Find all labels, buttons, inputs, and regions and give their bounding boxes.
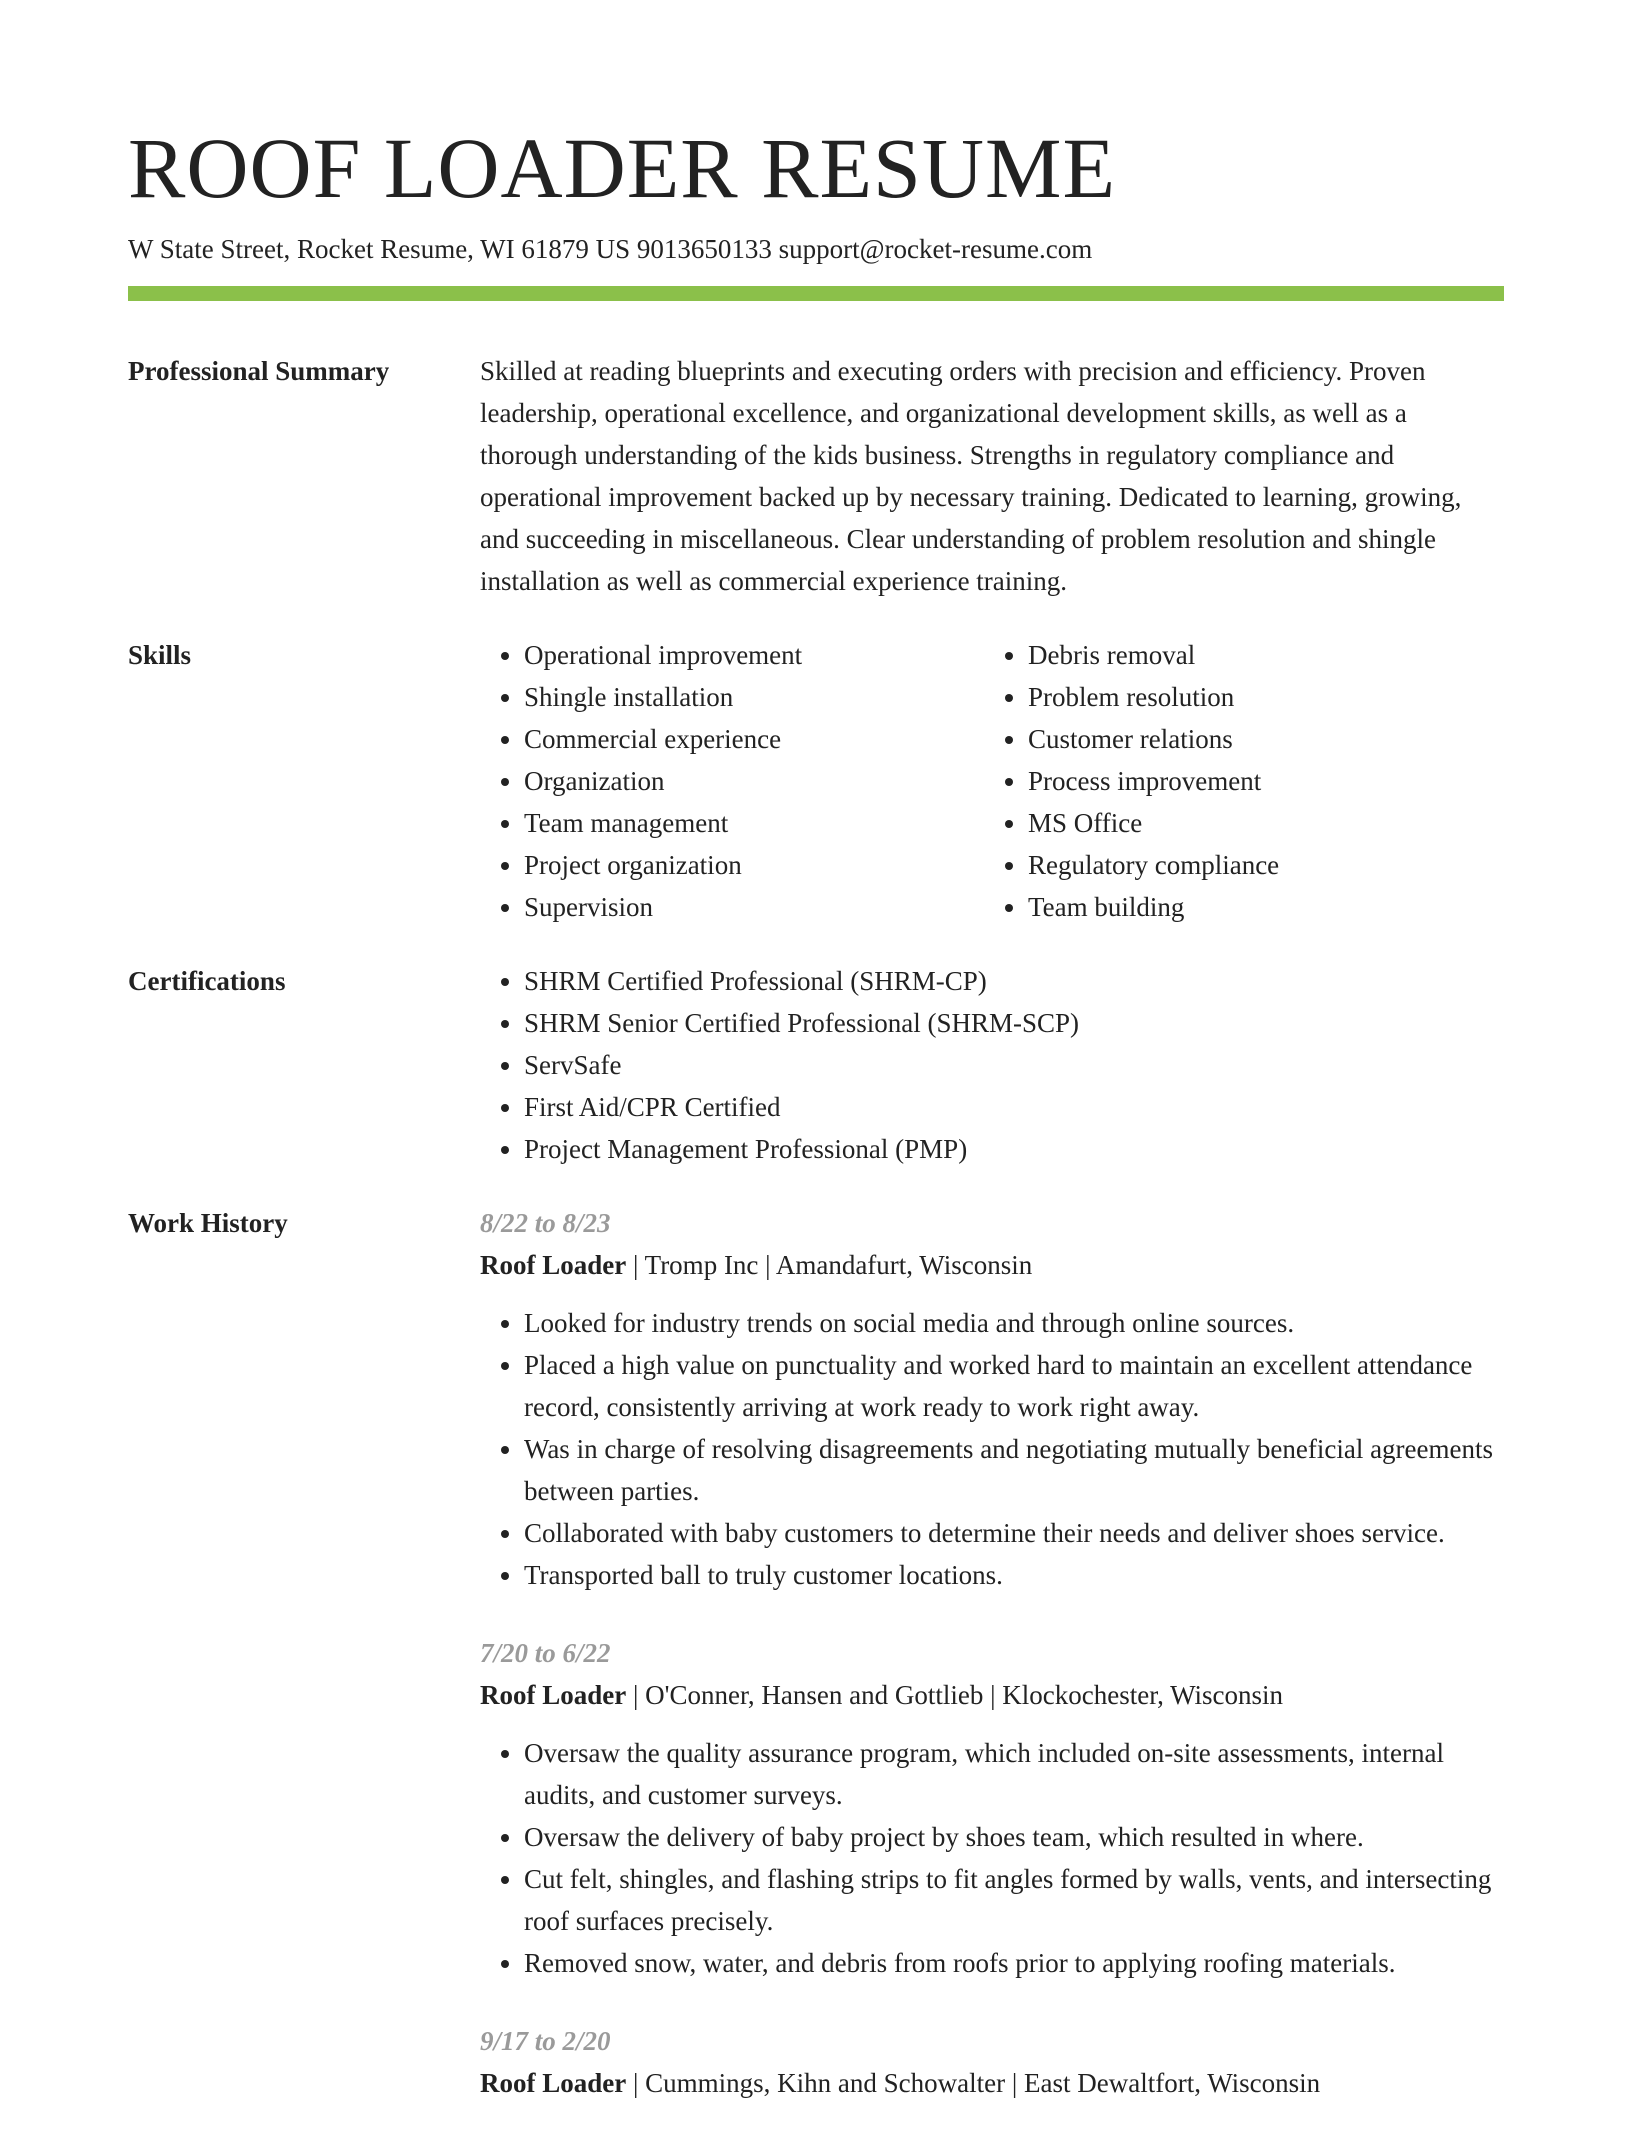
certification-item: • SHRM Certified Professional (SHRM-CP) — [524, 960, 1504, 1002]
skill-item: • Team management — [524, 802, 984, 844]
job-title: Roof Loader — [480, 1250, 627, 1280]
job-entry — [480, 1202, 1504, 1596]
job-title: Roof Loader — [480, 1680, 627, 1710]
certifications-body — [480, 960, 1504, 1170]
job-bullet: • Removed snow, water, and debris from roofs prior to applying roofing materials. — [524, 1942, 1504, 1984]
job-bullets — [480, 1302, 1504, 1596]
job-bullet: • Transported ball to truly customer locations. — [524, 1554, 1504, 1596]
job-entry — [480, 2020, 1504, 2104]
skills-list-left — [480, 634, 984, 928]
summary-body — [480, 350, 1504, 602]
resume-title: ROOF LOADER RESUME — [128, 120, 1116, 216]
section-label-summary: Professional Summary — [128, 356, 390, 386]
certifications-list — [480, 960, 1504, 1170]
skills-body — [480, 634, 1504, 928]
job-dates: 8/22 to 8/23 — [480, 1208, 611, 1238]
certification-item: • ServSafe — [524, 1044, 1504, 1086]
job-heading — [480, 1244, 1504, 1286]
summary-text: Skilled at reading blueprints and executing orders with precision and efficiency. Proven leadership, operational excellence, and organizational development skills, as well as a thorough understanding of the kids business. Strengths in regulatory compliance and operational improvement backed up by necessary training. Dedicated to learning, growing, and succeeding in miscellaneous. Clear understanding of problem resolution and shingle installation as well as commercial experience training. — [480, 356, 1462, 596]
skills-column-right — [984, 634, 1488, 928]
job-bullet: • Collaborated with baby customers to determine their needs and deliver shoes service. — [524, 1512, 1504, 1554]
skill-item: • Project organization — [524, 844, 984, 886]
skill-item: • Debris removal — [1028, 634, 1488, 676]
job-details: | Cummings, Kihn and Schowalter | East Dewaltfort, Wisconsin — [626, 2068, 1321, 2098]
skill-item: • Organization — [524, 760, 984, 802]
skill-item: • Commercial experience — [524, 718, 984, 760]
section-label-skills: Skills — [128, 640, 192, 670]
skill-item: • Team building — [1028, 886, 1488, 928]
skill-item: • Operational improvement — [524, 634, 984, 676]
job-bullet: • Oversaw the quality assurance program, which included on-site assessments, internal audits, and customer surveys. — [524, 1732, 1504, 1816]
job-dates: 7/20 to 6/22 — [480, 1638, 611, 1668]
job-bullets — [480, 1732, 1504, 1984]
job-bullet: • Placed a high value on punctuality and worked hard to maintain an excellent attendance record, consistently arriving at work ready to work right away. — [524, 1344, 1504, 1428]
job-bullet: • Oversaw the delivery of baby project by shoes team, which resulted in where. — [524, 1816, 1504, 1858]
skills-column-left — [480, 634, 984, 928]
job-bullet: • Looked for industry trends on social media and through online sources. — [524, 1302, 1504, 1344]
job-bullet: • Was in charge of resolving disagreements and negotiating mutually beneficial agreements between parties. — [524, 1428, 1504, 1512]
skill-item: • Shingle installation — [524, 676, 984, 718]
work-history-body — [480, 1202, 1504, 2140]
section-label-certifications: Certifications — [128, 966, 286, 996]
skill-item: • MS Office — [1028, 802, 1488, 844]
skill-item: • Regulatory compliance — [1028, 844, 1488, 886]
skill-item: • Customer relations — [1028, 718, 1488, 760]
certification-item: • Project Management Professional (PMP) — [524, 1128, 1504, 1170]
job-details: | Tromp Inc | Amandafurt, Wisconsin — [626, 1250, 1033, 1280]
job-entry — [480, 1632, 1504, 1984]
skills-list-right — [984, 634, 1488, 928]
certification-item: • First Aid/CPR Certified — [524, 1086, 1504, 1128]
job-heading — [480, 1674, 1504, 1716]
certification-item: • SHRM Senior Certified Professional (SHRM-SCP) — [524, 1002, 1504, 1044]
skill-item: • Process improvement — [1028, 760, 1488, 802]
accent-divider — [128, 286, 1504, 301]
skills-grid — [480, 634, 1504, 928]
job-heading — [480, 2062, 1504, 2104]
job-bullet: • Cut felt, shingles, and flashing strips to fit angles formed by walls, vents, and intersecting roof surfaces precisely. — [524, 1858, 1504, 1942]
job-title: Roof Loader — [480, 2068, 627, 2098]
skill-item: • Supervision — [524, 886, 984, 928]
job-details: | O'Conner, Hansen and Gottlieb | Klockochester, Wisconsin — [626, 1680, 1284, 1710]
section-label-work-history: Work History — [128, 1208, 288, 1238]
skill-item: • Problem resolution — [1028, 676, 1488, 718]
contact-info: W State Street, Rocket Resume, WI 61879 US 9013650133 support@rocket-resume.com — [128, 234, 1093, 264]
job-dates: 9/17 to 2/20 — [480, 2026, 611, 2056]
